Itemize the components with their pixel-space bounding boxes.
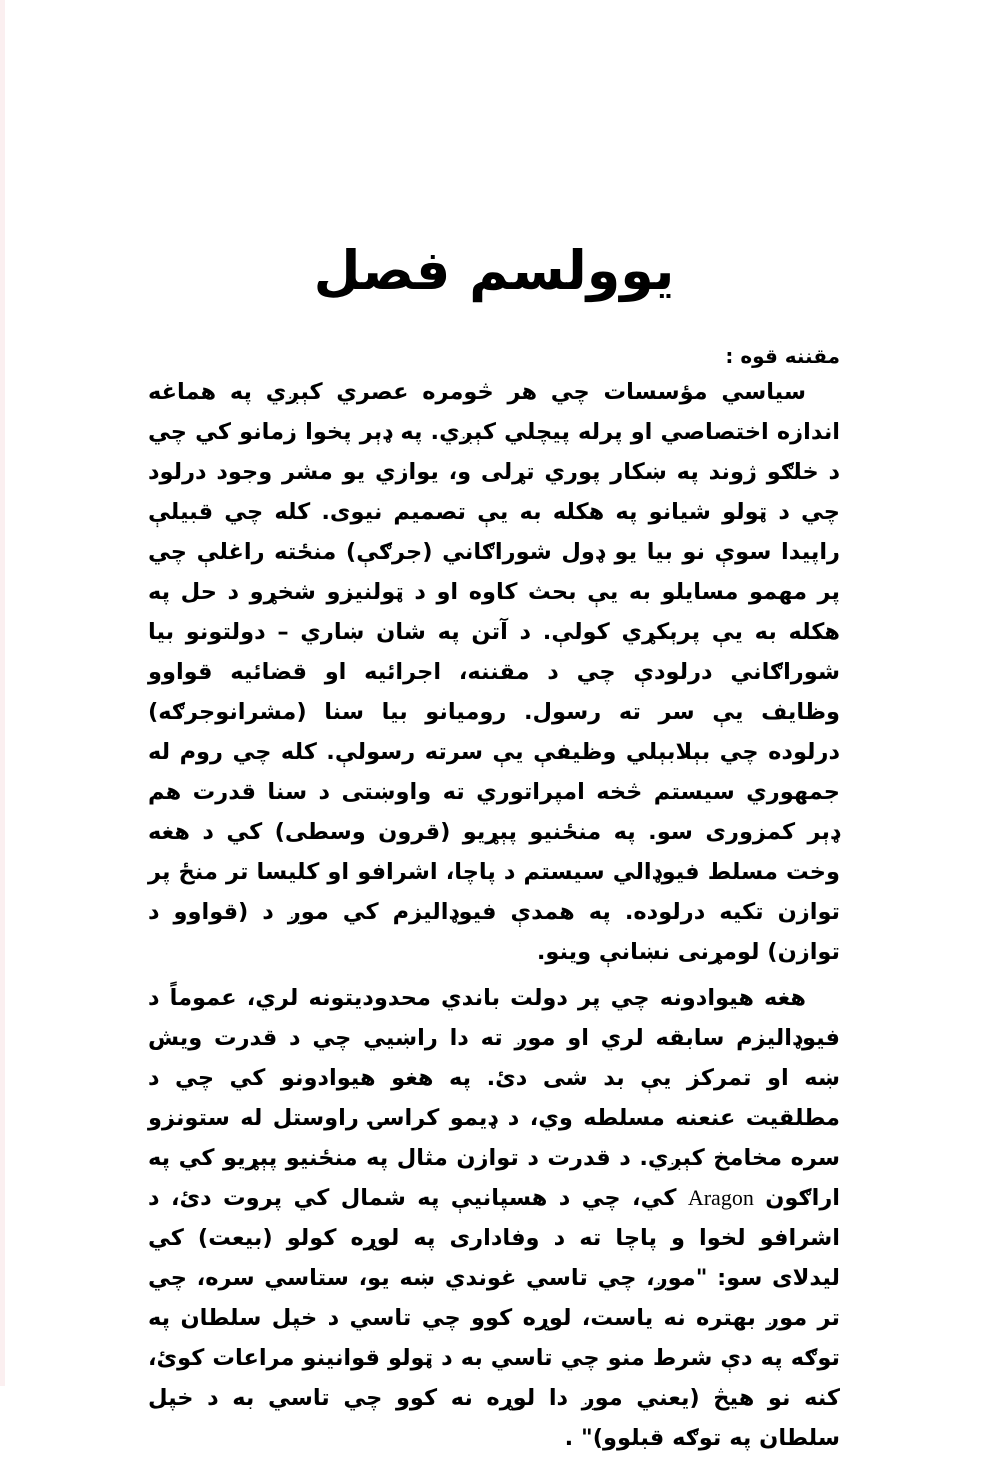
body-paragraph-2: هغه هیوادونه چي پر دولت باندي محدودیتونه لري، عموماً د فیوډالیزم سابقه لري او موږ ته دا راښیي چي د قدرت ویش ښه او تمرکز یې بد شی دئ. په هغو هیوادونو کي چي د مطلقیت عنعنه مسلطه وي، د ډیمو کراسۍ راوستل له ستونزو سره مخامخ کېږي. د قدرت د توازن مثال په منځنیو پېړیو کي په اراګون Aragon کي، چي د هسپانیې په شمال کي پروت دئ، د اشرافو لخوا و پاچا ته د وفاداری په لوړه کولو (بیعت) کي لیدلای سو: "موږ، چي تاسي غوندي ښه یو، ستاسي سره، چي تر موږ بهتره نه یاست، لوړه کوو چي تاسي د خپل سلطان په توګه په دې شرط منو چي تاسي به د ټولو قوانینو مراعات کوئ، کنه نو هیڅ (یعني موږ دا لوړه نه کوو چي تاسي به د خپل سلطان په توګه قبلوو)" .	[148, 985, 840, 1452]
inline-latin-term: Aragon	[687, 1185, 754, 1211]
chapter-title: یوولسم فصل	[313, 239, 675, 302]
section-heading: مقننه قوه :	[725, 344, 840, 369]
body-paragraph-1: سیاسي مؤسسات چي هر څومره عصري کېږي په هماغه اندازه اختصاصي او پرله پیچلي کېږي. په ډېر پخوا زمانو کي چي د خلګو ژوند په ښکار پوري تړلی و، یوازي یو مشر وجود درلود چي د ټولو شیانو په هکله به یې تصمیم نیوی. کله چي قبیلې راپیدا سوې نو بیا یو ډول شوراګاني (جرګې) منځته راغلې چي پر مهمو مسایلو به یې بحث کاوه او د ټولنیزو شخړو د حل په هکله به یې پرېکړي کولې. د آتن په شان ښاري – دولتونو بیا شوراګاني درلودې چي د مقننه، اجرائیه او قضائیه قواوو وظایف یې سر ته رسول. رومیانو بیا سنا (مشرانوجرګه) درلوده چي بېلابېلي وظیفې یې سرته رسولې. کله چي روم له جمهوري سیستم څخه امپراتوري ته واوښتی د سنا قدرت هم ډېر کمزوری سو. په منځنیو پېړیو (قرون وسطی) کي د هغه وخت مسلط فیوډالي سیستم د پاچا، اشرافو او کلیسا تر منځ پر توازن تکیه درلوده. په همدې فیوډالیزم کي موږ د (قواوو د توازن) لومړنی نښانې وینو.	[148, 379, 840, 966]
